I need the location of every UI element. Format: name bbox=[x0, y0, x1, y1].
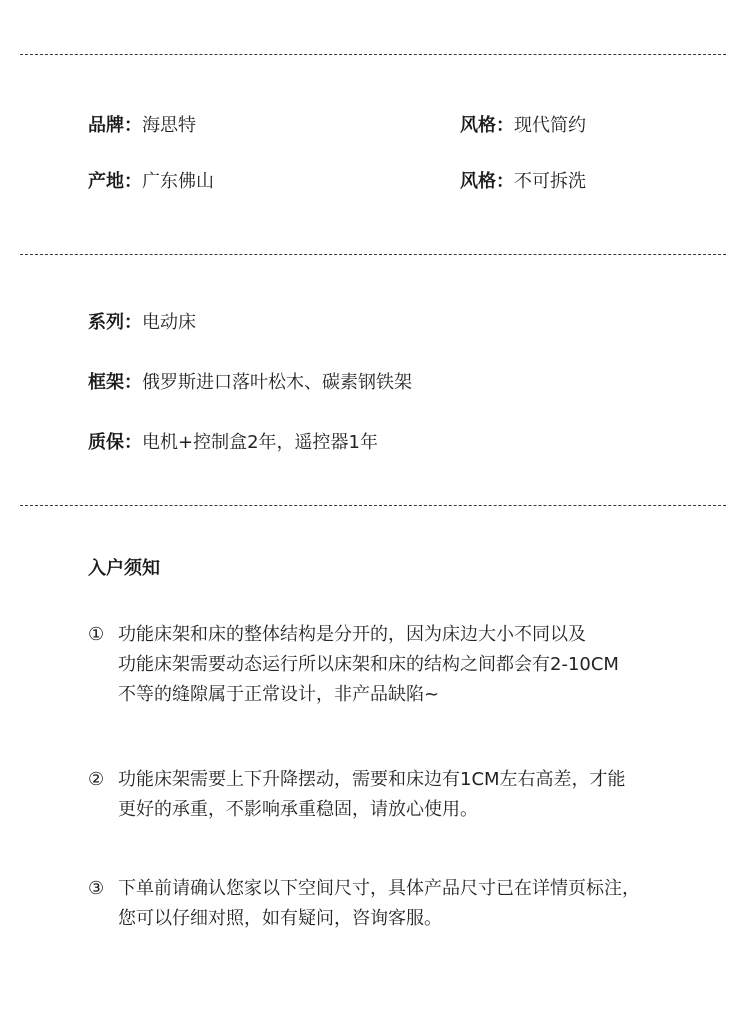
notice-item-3-line-1: 下单前请确认您家以下空间尺寸，具体产品尺寸已在详情页标注， bbox=[118, 878, 640, 899]
spec-warranty bbox=[88, 430, 378, 456]
notice-item-2-text bbox=[118, 765, 708, 825]
spec-series-key: 系列： bbox=[88, 312, 142, 333]
divider-middle-2 bbox=[20, 505, 726, 506]
notice-item-1-text bbox=[118, 620, 708, 710]
spec-origin-key: 产地： bbox=[88, 171, 142, 192]
spec-warranty-key: 质保： bbox=[88, 432, 142, 453]
spec-origin-value: 广东佛山 bbox=[142, 171, 214, 192]
spec-style-1-value: 现代简约 bbox=[514, 115, 586, 136]
spec-brand-value: 海思特 bbox=[142, 115, 196, 136]
spec-style-2-key: 风格： bbox=[460, 171, 514, 192]
notice-item-3-text bbox=[118, 874, 708, 934]
spec-brand bbox=[88, 113, 196, 139]
notice-item-3 bbox=[88, 874, 708, 934]
notice-item-2-line-1: 功能床架需要上下升降摆动，需要和床边有1CM左右高差，才能 bbox=[118, 769, 626, 790]
notice-item-1 bbox=[88, 620, 708, 710]
spec-style-2-value: 不可拆洗 bbox=[514, 171, 586, 192]
notice-item-2 bbox=[88, 765, 708, 825]
spec-style-2 bbox=[460, 169, 586, 195]
spec-series bbox=[88, 310, 196, 336]
notice-item-2-number: ② bbox=[88, 769, 105, 790]
notice-item-1-line-1: 功能床架和床的整体结构是分开的，因为床边大小不同以及 bbox=[118, 624, 586, 645]
spec-style-1 bbox=[460, 113, 586, 139]
divider-top bbox=[20, 54, 726, 55]
spec-origin bbox=[88, 169, 214, 195]
divider-middle-1 bbox=[20, 254, 726, 255]
spec-series-value: 电动床 bbox=[142, 312, 196, 333]
notice-title: 入户须知 bbox=[88, 558, 160, 579]
notice-item-1-number: ① bbox=[88, 624, 105, 645]
notice-item-1-line-2: 功能床架需要动态运行所以床架和床的结构之间都会有2-10CM bbox=[118, 654, 619, 675]
notice-item-3-line-2: 您可以仔细对照，如有疑问，咨询客服。 bbox=[118, 908, 442, 929]
notice-item-3-number: ③ bbox=[88, 878, 105, 899]
spec-style-1-key: 风格： bbox=[460, 115, 514, 136]
spec-frame bbox=[88, 370, 412, 396]
spec-frame-key: 框架： bbox=[88, 372, 142, 393]
notice-item-2-line-2: 更好的承重，不影响承重稳固，请放心使用。 bbox=[118, 799, 478, 820]
spec-brand-key: 品牌： bbox=[88, 115, 142, 136]
spec-frame-value: 俄罗斯进口落叶松木、碳素钢铁架 bbox=[142, 372, 412, 393]
notice-item-1-line-3: 不等的缝隙属于正常设计，非产品缺陷~ bbox=[118, 684, 440, 705]
spec-warranty-value: 电机+控制盒2年，遥控器1年 bbox=[142, 432, 378, 453]
